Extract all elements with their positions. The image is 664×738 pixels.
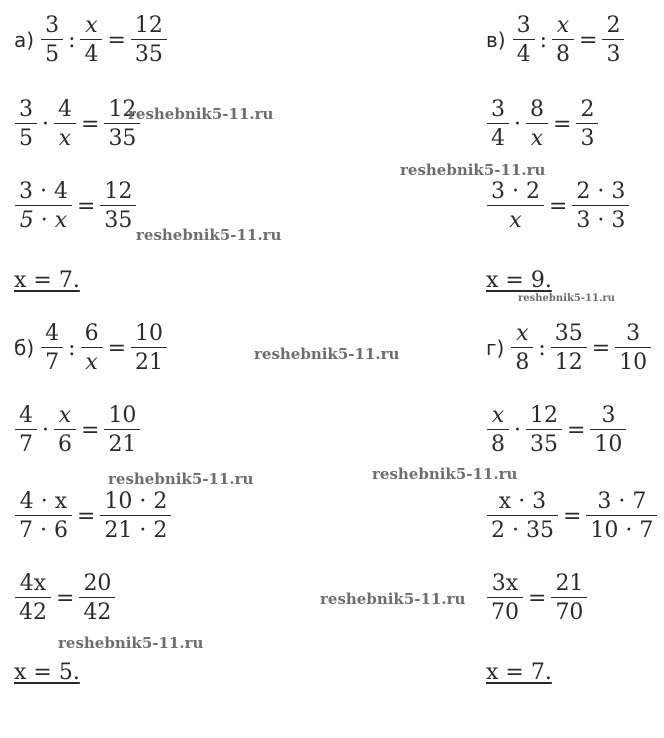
fraction: $\frac{4}{7}$ (43, 322, 61, 374)
equation-a-2 (14, 98, 141, 150)
equals-sign: = (81, 417, 100, 443)
answer-g: x = 7. (486, 660, 552, 685)
fraction: $\frac{4x}{42}$ (17, 572, 49, 624)
watermark: reshebnik5-11.ru (128, 105, 274, 123)
fraction: $\frac{4}{7}$ (17, 404, 35, 456)
fraction: $\frac{4}{x}$ (56, 98, 74, 150)
equation-v-1 (486, 14, 625, 66)
equation-a-3 (14, 180, 137, 232)
operator: · (42, 111, 49, 137)
fraction: $\frac{x \cdot 3}{2 \cdot 35}$ (489, 490, 556, 542)
watermark: reshebnik5-11.ru (136, 226, 282, 244)
operator: : (68, 27, 76, 53)
fraction: $\frac{10}{21}$ (106, 404, 138, 456)
answer-b: x = 5. (14, 660, 80, 685)
fraction: $\frac{3}{5}$ (43, 14, 61, 66)
operator: : (68, 335, 76, 361)
answer-v: x = 9. (486, 268, 552, 293)
label-b: б) (14, 336, 35, 361)
watermark: reshebnik5-11.ru (400, 161, 546, 179)
equation-b-4 (14, 572, 116, 624)
equation-b-3 (14, 490, 172, 542)
equals-sign: = (76, 193, 96, 219)
fraction: $\frac{35}{12}$ (553, 322, 585, 374)
equals-sign: = (107, 335, 126, 361)
fraction: $\frac{3 \cdot 4}{5 \cdot x}$ (17, 180, 70, 232)
label-a: а) (14, 28, 35, 53)
fraction: $\frac{x}{6}$ (56, 404, 74, 456)
equation-g-1 (486, 322, 652, 374)
fraction: $\frac{20}{42}$ (81, 572, 113, 624)
label-v: в) (486, 28, 506, 53)
fraction: $\frac{2}{3}$ (578, 98, 596, 150)
fraction: $\frac{12}{35}$ (102, 180, 134, 232)
equals-sign: = (579, 27, 598, 53)
equals-sign: = (81, 111, 100, 137)
equation-g-4 (486, 572, 588, 624)
fraction: $\frac{2}{3}$ (604, 14, 622, 66)
fraction: $\frac{10 \cdot 2}{21 \cdot 2}$ (102, 490, 169, 542)
equation-a-1 (14, 14, 168, 66)
fraction: $\frac{x}{4}$ (82, 14, 100, 66)
fraction: $\frac{3 \cdot 2}{x}$ (489, 180, 542, 232)
equals-sign: = (562, 503, 582, 529)
fraction: $\frac{3}{4}$ (489, 98, 507, 150)
operator: : (539, 27, 548, 53)
equals-sign: = (76, 503, 96, 529)
fraction: $\frac{4 \cdot x}{7 \cdot 6}$ (17, 490, 70, 542)
watermark: reshebnik5-11.ru (372, 465, 518, 483)
answer-a: x = 7. (14, 268, 80, 293)
equals-sign: = (548, 193, 568, 219)
operator: · (514, 417, 521, 443)
fraction: $\frac{21}{70}$ (553, 572, 585, 624)
operator: · (42, 417, 49, 443)
equation-v-2 (486, 98, 599, 150)
equals-sign: = (56, 585, 75, 611)
fraction: $\frac{6}{x}$ (83, 322, 101, 374)
fraction: $\frac{3}{10}$ (617, 322, 649, 374)
equation-g-3 (486, 490, 658, 542)
equals-sign: = (591, 335, 611, 361)
fraction: $\frac{x}{8}$ (554, 14, 572, 66)
fraction: $\frac{3}{5}$ (17, 98, 35, 150)
fraction: $\frac{10}{21}$ (133, 322, 165, 374)
equals-sign: = (553, 111, 572, 137)
equation-v-3 (486, 180, 630, 232)
equation-b-1 (14, 322, 168, 374)
fraction: $\frac{3}{4}$ (515, 14, 533, 66)
fraction: $\frac{8}{x}$ (528, 98, 546, 150)
fraction: $\frac{x}{8}$ (489, 404, 507, 456)
watermark: reshebnik5-11.ru (58, 634, 204, 652)
equation-g-2 (486, 404, 627, 456)
fraction: $\frac{2 \cdot 3}{3 \cdot 3}$ (574, 180, 627, 232)
equals-sign: = (567, 417, 586, 443)
operator: : (538, 335, 546, 361)
watermark: reshebnik5-11.ru (518, 293, 615, 304)
fraction: $\frac{x}{8}$ (513, 322, 531, 374)
watermark: reshebnik5-11.ru (320, 590, 466, 608)
equals-sign: = (528, 585, 547, 611)
fraction: $\frac{12}{35}$ (133, 14, 165, 66)
watermark: reshebnik5-11.ru (254, 345, 400, 363)
label-g: г) (486, 336, 505, 361)
fraction: $\frac{3}{10}$ (592, 404, 624, 456)
operator: · (514, 111, 521, 137)
equation-b-2 (14, 404, 141, 456)
equals-sign: = (107, 27, 126, 53)
fraction: $\frac{12}{35}$ (106, 98, 138, 150)
fraction: $\frac{3 \cdot 7}{10 \cdot 7}$ (588, 490, 655, 542)
fraction: $\frac{12}{35}$ (528, 404, 560, 456)
watermark: reshebnik5-11.ru (108, 470, 254, 488)
fraction: $\frac{3x}{70}$ (489, 572, 521, 624)
